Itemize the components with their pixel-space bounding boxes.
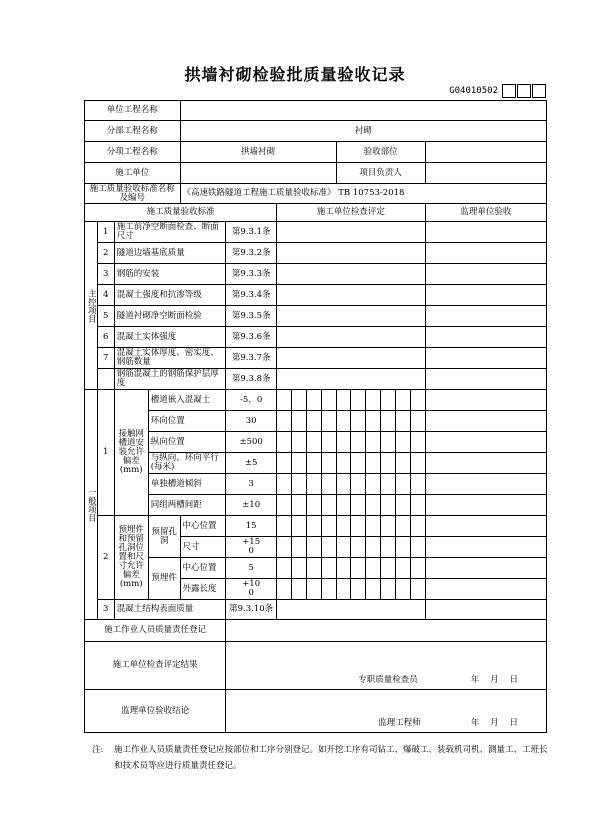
check-cell[interactable] xyxy=(321,579,336,600)
column-construction-check: 施工单位检查评定 xyxy=(277,204,426,222)
check-cell[interactable] xyxy=(366,474,381,495)
group2-item-name: 尺寸 xyxy=(180,537,226,558)
group1-item-name: 同组两槽间距 xyxy=(148,495,226,516)
main-item-supervision[interactable] xyxy=(425,243,546,264)
sub-item-value[interactable]: 拱墙衬砌 xyxy=(180,142,336,163)
check-cell[interactable] xyxy=(306,390,321,411)
check-cell[interactable] xyxy=(336,411,351,432)
group2-item-value: 5 xyxy=(226,558,277,579)
main-item-no: 2 xyxy=(97,243,114,264)
check-cell[interactable] xyxy=(396,516,411,537)
group2-item-value: 15 xyxy=(226,516,277,537)
check-cell[interactable] xyxy=(351,390,366,411)
check-cell[interactable] xyxy=(351,474,366,495)
group2-item-name: 中心位置 xyxy=(180,516,226,537)
general-item3-no: 3 xyxy=(97,600,114,620)
check-cell[interactable] xyxy=(381,579,396,600)
check-cell[interactable] xyxy=(366,516,381,537)
check-cell[interactable] xyxy=(277,579,292,600)
group1-item-value: 30 xyxy=(226,411,277,432)
group1-supervision[interactable] xyxy=(425,411,546,432)
check-cell[interactable] xyxy=(381,537,396,558)
check-cell[interactable] xyxy=(306,558,321,579)
group2-supervision[interactable] xyxy=(425,579,546,600)
main-item-no: 6 xyxy=(97,327,114,348)
main-item-supervision[interactable] xyxy=(425,327,546,348)
group1-item-name: 纵向位置 xyxy=(148,432,226,453)
main-item-supervision[interactable] xyxy=(425,306,546,327)
group1-item-value: -5，0 xyxy=(226,390,277,411)
check-cell[interactable] xyxy=(396,432,411,453)
check-cell[interactable] xyxy=(381,432,396,453)
standard-value: 《高速铁路隧道工程施工质量验收标准》 TB 10753-2018 xyxy=(180,184,546,204)
main-item-check[interactable] xyxy=(277,285,426,306)
check-cell[interactable] xyxy=(366,411,381,432)
check-cell[interactable] xyxy=(306,579,321,600)
group2-item-name: 中心位置 xyxy=(180,558,226,579)
check-cell[interactable] xyxy=(306,495,321,516)
footnote-text: 施工作业人员质量责任登记应按部位和工序分别登记。如开挖工序有司钻工、爆破工、装载机司机、测量工、工班长和技术员等应进行质量责任登记。 xyxy=(114,745,548,771)
footnote xyxy=(92,742,552,774)
check-cell[interactable] xyxy=(381,516,396,537)
check-cell[interactable] xyxy=(381,411,396,432)
engineer-label: 监理工程师 xyxy=(378,718,421,729)
main-item-supervision[interactable] xyxy=(425,369,546,390)
general-item3-supervision[interactable] xyxy=(425,600,546,620)
check-cell[interactable] xyxy=(410,495,425,516)
construction-unit-label: 施工单位 xyxy=(85,163,181,184)
check-cell[interactable] xyxy=(366,453,381,474)
check-cell[interactable] xyxy=(277,390,292,411)
general-group1-no: 1 xyxy=(97,390,114,516)
page-title: 拱墙衬砌检验批质量验收记录 xyxy=(184,65,406,84)
group2-sub2-label: 预埋件 xyxy=(148,558,180,600)
check-cell[interactable] xyxy=(336,537,351,558)
main-item-check[interactable] xyxy=(277,327,426,348)
main-item-no: 5 xyxy=(97,306,114,327)
main-item-clause: 第9.3.6条 xyxy=(226,327,277,348)
check-cell[interactable] xyxy=(396,390,411,411)
code-box-2[interactable] xyxy=(517,84,531,98)
check-cell[interactable] xyxy=(306,453,321,474)
check-cell[interactable] xyxy=(321,495,336,516)
group2-supervision[interactable] xyxy=(425,537,546,558)
column-standard: 施工质量验收标准 xyxy=(85,204,277,222)
check-cell[interactable] xyxy=(292,579,307,600)
check-cell[interactable] xyxy=(292,432,307,453)
check-cell[interactable] xyxy=(410,558,425,579)
check-cell[interactable] xyxy=(321,558,336,579)
main-item-clause: 第9.3.7条 xyxy=(226,348,277,369)
check-cell[interactable] xyxy=(321,411,336,432)
check-cell[interactable] xyxy=(336,453,351,474)
check-cell[interactable] xyxy=(396,453,411,474)
main-item-check[interactable] xyxy=(277,348,426,369)
group1-item-name: 与纵向、环向平行(每米) xyxy=(148,453,226,474)
general-item3-clause: 第9.3.10条 xyxy=(226,600,277,620)
general-group1-label: 接触网槽道安装允许偏差(mm) xyxy=(114,390,148,516)
main-item-name: 混凝土强度和抗渗等级 xyxy=(114,285,225,306)
check-cell[interactable] xyxy=(396,474,411,495)
general-group2-no: 2 xyxy=(97,516,114,600)
standard-label: 施工质量验收标准名称及编号 xyxy=(85,184,181,204)
check-cell[interactable] xyxy=(306,432,321,453)
check-cell[interactable] xyxy=(396,537,411,558)
group1-supervision[interactable] xyxy=(425,474,546,495)
check-cell[interactable] xyxy=(292,474,307,495)
column-supervision: 监理单位验收 xyxy=(425,204,546,222)
check-cell[interactable] xyxy=(351,453,366,474)
check-cell[interactable] xyxy=(351,495,366,516)
check-cell[interactable] xyxy=(292,390,307,411)
check-cell[interactable] xyxy=(336,558,351,579)
footnote-prefix: 注: xyxy=(92,745,104,755)
supervision-conclusion-label: 监理单位验收结论 xyxy=(85,690,226,733)
check-cell[interactable] xyxy=(277,516,292,537)
main-item-no xyxy=(97,369,114,390)
form-code xyxy=(449,84,546,98)
check-cell[interactable] xyxy=(321,474,336,495)
form-code-text: G04010502 xyxy=(449,86,498,96)
check-cell[interactable] xyxy=(292,411,307,432)
main-item-name: 隧道边墙基底质量 xyxy=(114,243,225,264)
main-item-name: 施工前净空断面检查、断面尺寸 xyxy=(114,222,225,243)
check-cell[interactable] xyxy=(336,432,351,453)
main-item-no: 7 xyxy=(97,348,114,369)
check-cell[interactable] xyxy=(410,579,425,600)
check-cell[interactable] xyxy=(410,411,425,432)
check-cell[interactable] xyxy=(321,432,336,453)
inspector-date: 年 月 日 xyxy=(470,675,518,686)
inspector-label: 专职质量检查员 xyxy=(358,675,418,686)
acceptance-part-label: 验收部位 xyxy=(336,142,425,163)
check-cell[interactable] xyxy=(366,432,381,453)
check-cell[interactable] xyxy=(351,432,366,453)
main-item-supervision[interactable] xyxy=(425,348,546,369)
check-cell[interactable] xyxy=(306,516,321,537)
group1-item-value: 3 xyxy=(226,474,277,495)
main-item-clause: 第9.3.1条 xyxy=(226,222,277,243)
check-cell[interactable] xyxy=(351,579,366,600)
check-cell[interactable] xyxy=(366,390,381,411)
check-cell[interactable] xyxy=(277,537,292,558)
main-item-check[interactable] xyxy=(277,369,426,390)
check-cell[interactable] xyxy=(277,411,292,432)
unit-project-value[interactable] xyxy=(180,101,546,121)
project-manager-label: 项目负责人 xyxy=(336,163,425,184)
group2-item-value: +15 0 xyxy=(226,537,277,558)
main-item-name: 混凝土实体强度 xyxy=(114,327,225,348)
check-cell[interactable] xyxy=(321,453,336,474)
check-cell[interactable] xyxy=(410,516,425,537)
main-item-check[interactable] xyxy=(277,222,426,243)
group2-item-name: 外露长度 xyxy=(180,579,226,600)
group1-item-name: 单独槽道倾斜 xyxy=(148,474,226,495)
general-group2-label: 预埋件和预留孔洞位置和尺寸允许偏差(mm) xyxy=(114,516,148,600)
group1-item-name: 槽道嵌入混凝土 xyxy=(148,390,226,411)
check-cell[interactable] xyxy=(396,495,411,516)
general-label: 一般项目 xyxy=(85,390,98,620)
supervision-conclusion-value[interactable] xyxy=(226,690,547,733)
main-item-clause: 第9.3.5条 xyxy=(226,306,277,327)
main-item-supervision[interactable] xyxy=(425,222,546,243)
check-cell[interactable] xyxy=(396,558,411,579)
check-cell[interactable] xyxy=(366,495,381,516)
check-cell[interactable] xyxy=(366,537,381,558)
check-cell[interactable] xyxy=(277,558,292,579)
group1-supervision[interactable] xyxy=(425,495,546,516)
check-cell[interactable] xyxy=(351,411,366,432)
check-cell[interactable] xyxy=(336,516,351,537)
main-item-check[interactable] xyxy=(277,243,426,264)
construction-unit-value[interactable] xyxy=(180,163,336,184)
check-cell[interactable] xyxy=(381,495,396,516)
group1-item-value: ±500 xyxy=(226,432,277,453)
main-item-clause: 第9.3.3条 xyxy=(226,264,277,285)
check-cell[interactable] xyxy=(366,579,381,600)
main-control-label: 主控项目 xyxy=(85,222,98,390)
form-table xyxy=(84,100,547,733)
check-cell[interactable] xyxy=(277,495,292,516)
check-cell[interactable] xyxy=(396,579,411,600)
check-cell[interactable] xyxy=(292,537,307,558)
group2-item-value: +10 0 xyxy=(226,579,277,600)
check-cell[interactable] xyxy=(410,390,425,411)
main-item-check[interactable] xyxy=(277,264,426,285)
check-cell[interactable] xyxy=(410,537,425,558)
check-cell[interactable] xyxy=(306,411,321,432)
check-cell[interactable] xyxy=(396,411,411,432)
check-cell[interactable] xyxy=(321,390,336,411)
group1-item-name: 环向位置 xyxy=(148,411,226,432)
group1-item-value: ±10 xyxy=(226,495,277,516)
worker-registration-label: 施工作业人员质量责任登记 xyxy=(85,620,226,642)
group2-supervision[interactable] xyxy=(425,516,546,537)
project-manager-value[interactable] xyxy=(425,163,546,184)
main-item-clause: 第9.3.8条 xyxy=(226,369,277,390)
check-cell[interactable] xyxy=(306,537,321,558)
main-item-clause: 第9.3.4条 xyxy=(226,285,277,306)
check-cell[interactable] xyxy=(336,579,351,600)
check-cell[interactable] xyxy=(306,474,321,495)
worker-registration-value[interactable] xyxy=(226,620,547,642)
main-item-clause: 第9.3.2条 xyxy=(226,243,277,264)
check-cell[interactable] xyxy=(292,516,307,537)
check-cell[interactable] xyxy=(410,453,425,474)
construction-check-result-label: 施工单位检查评定结果 xyxy=(85,642,226,690)
sub-division-value[interactable]: 衬砌 xyxy=(180,121,546,142)
check-cell[interactable] xyxy=(336,474,351,495)
main-item-no: 4 xyxy=(97,285,114,306)
acceptance-part-value[interactable] xyxy=(425,142,546,163)
general-item3-check[interactable] xyxy=(277,600,426,620)
main-item-no: 1 xyxy=(97,222,114,243)
main-item-supervision[interactable] xyxy=(425,264,546,285)
engineer-date: 年 月 日 xyxy=(470,718,518,729)
group1-item-value: ±5 xyxy=(226,453,277,474)
general-item3-name: 混凝土结构表面质量 xyxy=(114,600,225,620)
check-cell[interactable] xyxy=(277,432,292,453)
check-cell[interactable] xyxy=(321,516,336,537)
check-cell[interactable] xyxy=(277,453,292,474)
group1-supervision[interactable] xyxy=(425,453,546,474)
check-cell[interactable] xyxy=(410,474,425,495)
main-item-no: 3 xyxy=(97,264,114,285)
check-cell[interactable] xyxy=(351,537,366,558)
code-box-3[interactable] xyxy=(532,84,546,98)
check-cell[interactable] xyxy=(381,558,396,579)
check-cell[interactable] xyxy=(321,537,336,558)
check-cell[interactable] xyxy=(292,558,307,579)
construction-check-result-value[interactable] xyxy=(226,642,547,690)
group2-supervision[interactable] xyxy=(425,558,546,579)
main-item-name: 隧道衬砌净空断面检验 xyxy=(114,306,225,327)
check-cell[interactable] xyxy=(351,558,366,579)
group1-supervision[interactable] xyxy=(425,432,546,453)
check-cell[interactable] xyxy=(336,495,351,516)
main-item-name: 钢筋混凝土的钢筋保护层厚度 xyxy=(114,369,225,390)
sub-item-label: 分项工程名称 xyxy=(85,142,181,163)
check-cell[interactable] xyxy=(336,390,351,411)
group2-sub1-label: 预留孔洞 xyxy=(148,516,180,558)
unit-project-label: 单位工程名称 xyxy=(85,101,181,121)
inspection-form xyxy=(84,100,547,737)
main-item-name: 钢筋的安装 xyxy=(114,264,225,285)
main-item-supervision[interactable] xyxy=(425,285,546,306)
main-item-name: 混凝土实体厚度、密实度、钢筋数量 xyxy=(114,348,225,369)
check-cell[interactable] xyxy=(277,474,292,495)
check-cell[interactable] xyxy=(366,558,381,579)
sub-division-label: 分部工程名称 xyxy=(85,121,181,142)
check-cell[interactable] xyxy=(381,390,396,411)
group1-supervision[interactable] xyxy=(425,390,546,411)
check-cell[interactable] xyxy=(351,516,366,537)
main-item-check[interactable] xyxy=(277,306,426,327)
check-cell[interactable] xyxy=(292,453,307,474)
check-cell[interactable] xyxy=(381,474,396,495)
check-cell[interactable] xyxy=(410,432,425,453)
check-cell[interactable] xyxy=(381,453,396,474)
code-box-1[interactable] xyxy=(502,84,516,98)
check-cell[interactable] xyxy=(292,495,307,516)
